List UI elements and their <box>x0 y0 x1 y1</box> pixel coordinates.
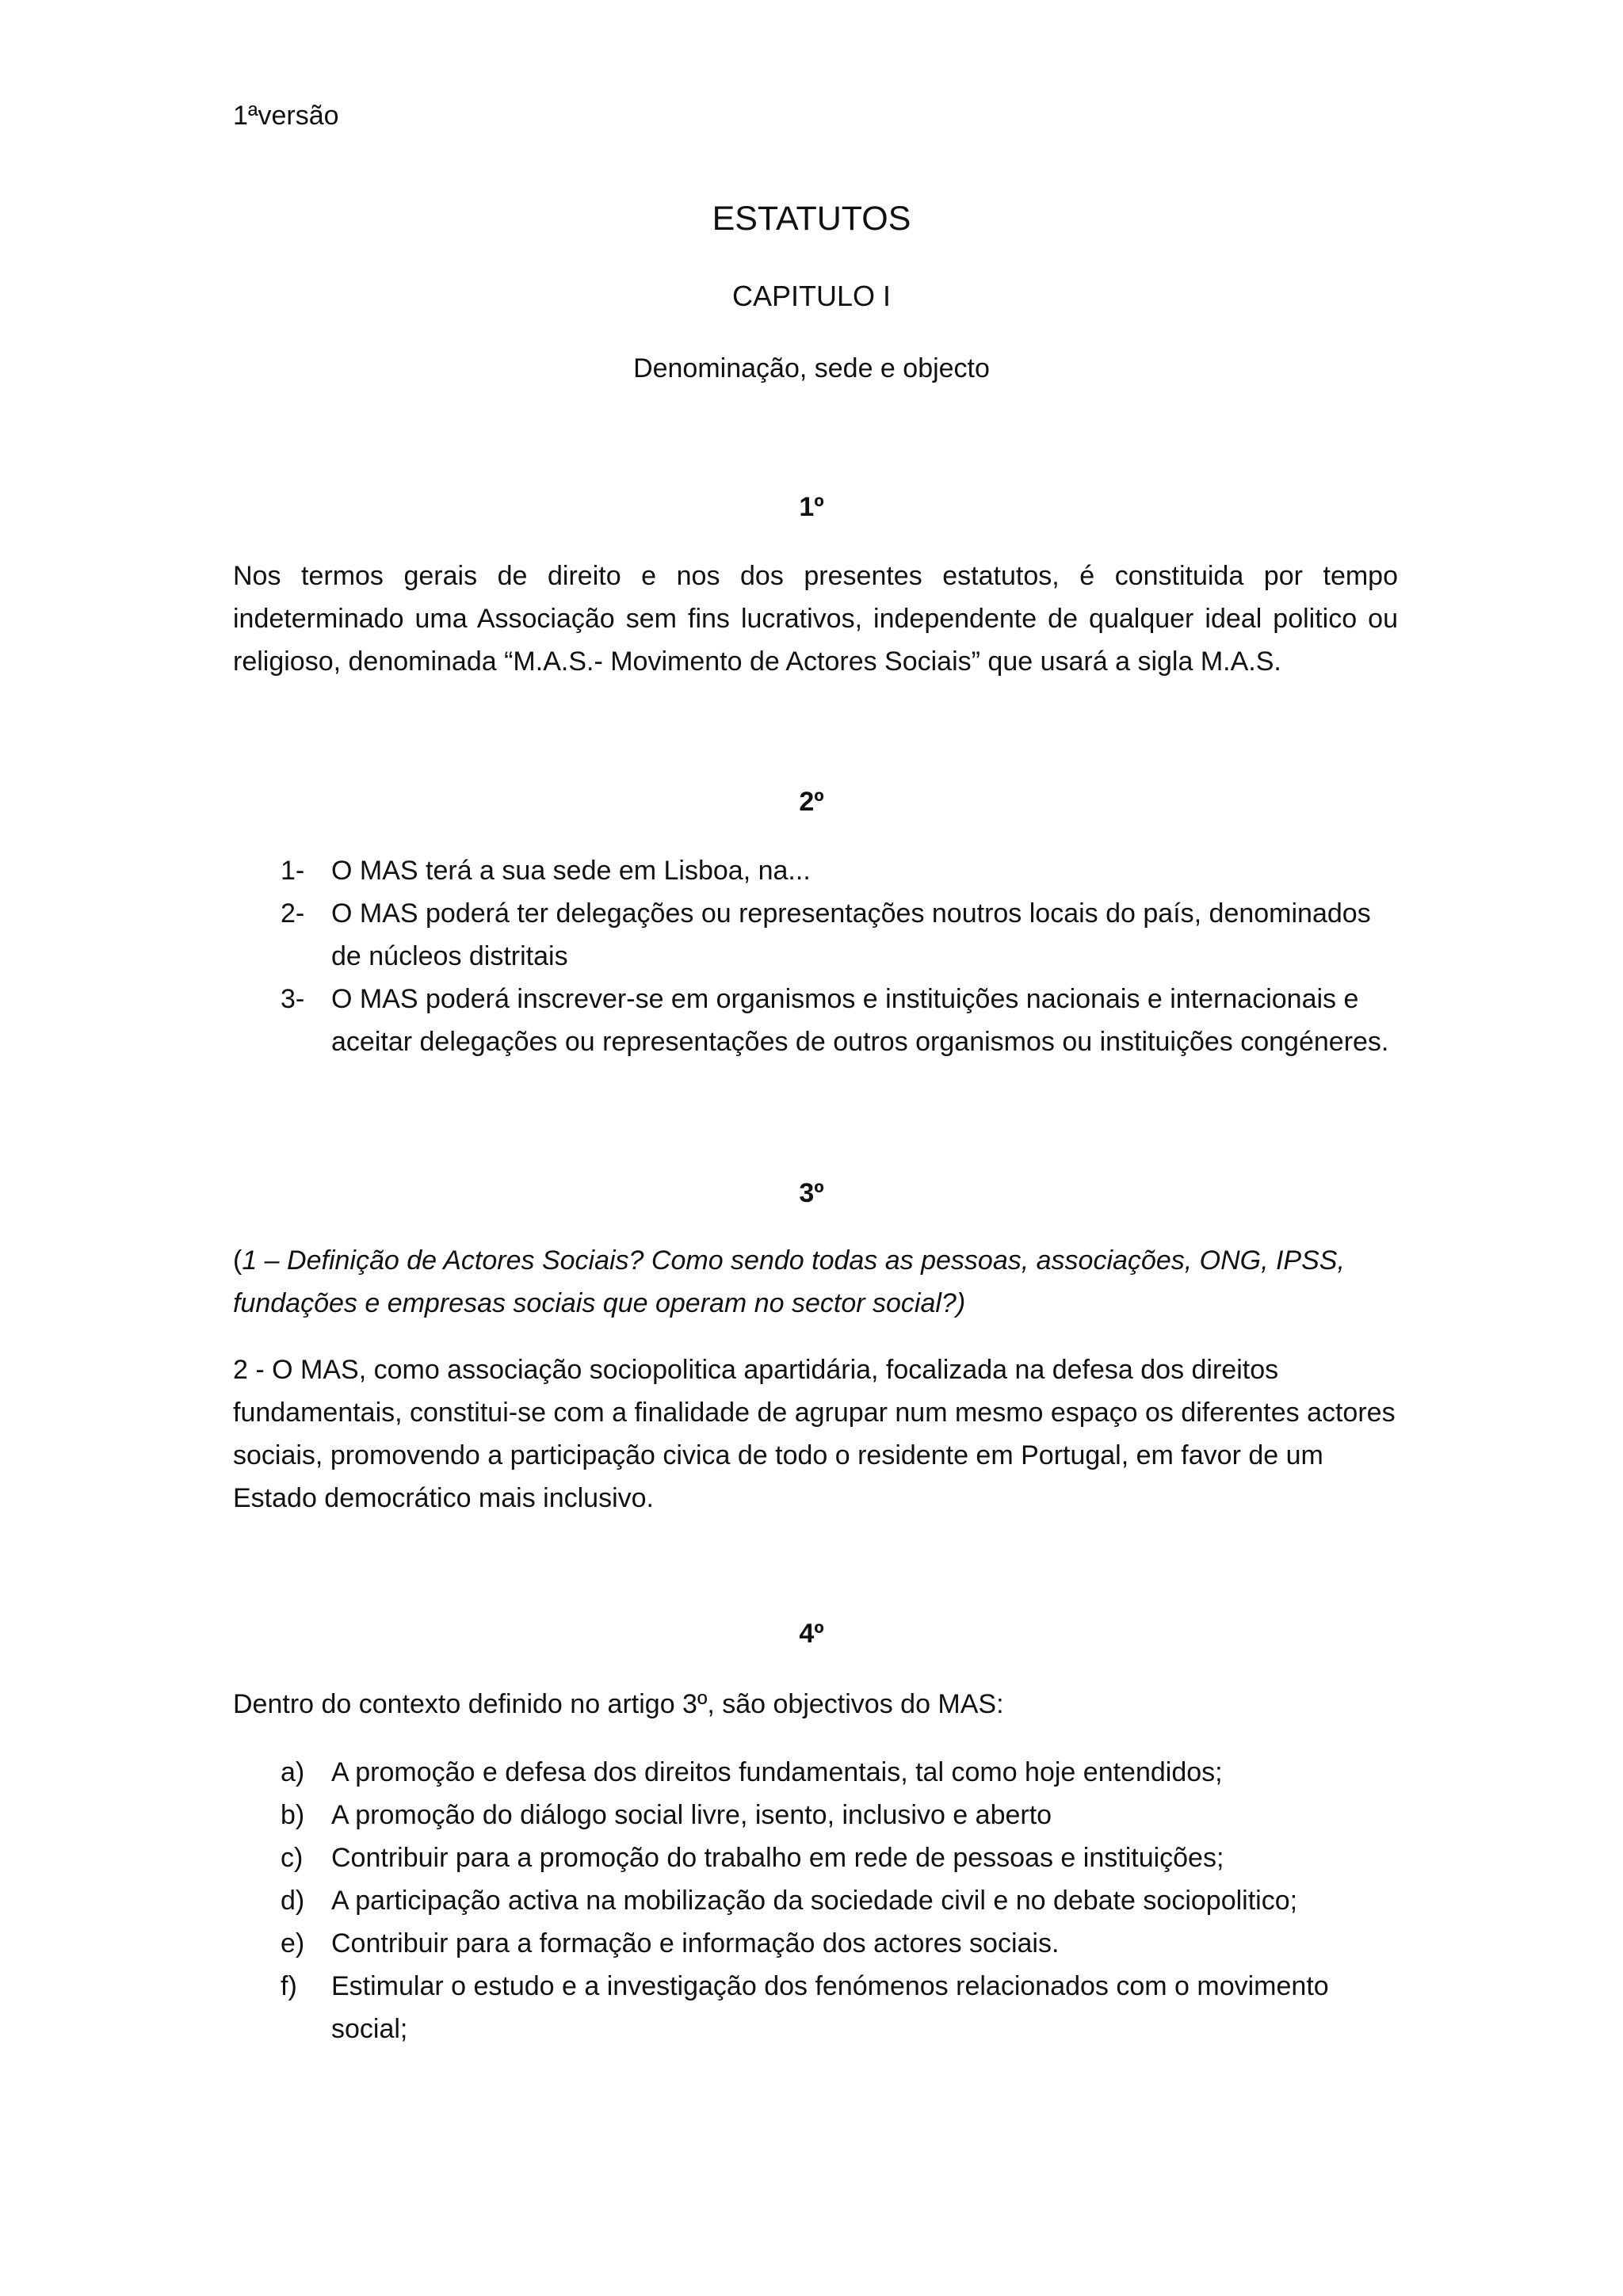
list-item-text: O MAS poderá ter delegações ou representações noutros locais do país, denominados de núcleos distritais <box>331 898 1371 971</box>
list-item <box>281 1922 1406 1965</box>
list-item-text: O MAS terá a sua sede em Lisboa, na... <box>331 856 811 886</box>
article-4-number: 4º <box>799 1619 824 1649</box>
chapter-heading: CAPITULO I <box>731 280 892 312</box>
list-item-text: A promoção e defesa dos direitos fundamentais, tal como hoje entendidos; <box>331 1757 1223 1787</box>
list-item <box>281 1879 1406 1922</box>
list-marker: c) <box>281 1843 304 1873</box>
article-3-italic-note: 1 – Definição de Actores Sociais? Como sendo todas as pessoas, associações, ONG, IPSS, fundações e empresas sociais que operam no sector social?) <box>233 1245 1345 1318</box>
list-marker: 2- <box>281 898 305 929</box>
article-4-intro: Dentro do contexto definido no artigo 3º, são objectivos do MAS: <box>233 1689 1004 1719</box>
list-marker: f) <box>281 1971 297 2001</box>
list-item <box>281 892 1406 978</box>
article-4-list <box>281 1751 1406 2050</box>
article-1-text: Nos termos gerais de direito e nos dos presentes estatutos, é constituida por tempo indeterminado uma Associação sem fins lucrativos, independente de qualquer ideal politico ou religioso, denominada “M.A.S.- Movimento de Actores Sociais” que usará a sigla M.A.S. <box>233 561 1398 677</box>
list-item <box>281 1751 1406 1794</box>
list-item-text: O MAS poderá inscrever-se em organismos e instituições nacionais e internacionais e aceitar delegações ou representações de outros organismos ou instituições congéneres. <box>331 984 1389 1057</box>
list-item <box>281 1965 1406 2050</box>
list-item <box>281 849 1406 892</box>
list-item <box>281 1794 1406 1836</box>
list-marker: 3- <box>281 984 305 1014</box>
chapter-subtitle: Denominação, sede e objecto <box>633 353 990 383</box>
list-item-text: Estimular o estudo e a investigação dos fenómenos relacionados com o movimento social; <box>331 1971 1329 2044</box>
list-marker: b) <box>281 1800 305 1830</box>
list-item <box>281 1836 1406 1879</box>
article-3-text: 2 - O MAS, como associação sociopolitica apartidária, focalizada na defesa dos direitos fundamentais, constitui-se com a finalidade de agrupar num mesmo espaço os diferentes actores sociais, promovendo a participação civica de todo o residente em Portugal, em favor de um Estado democrático mais inclusivo. <box>233 1355 1396 1513</box>
version-label: 1ªversão <box>233 101 339 131</box>
open-paren: ( <box>233 1245 242 1276</box>
article-3-note <box>233 1239 1398 1325</box>
article-1-number: 1º <box>799 492 824 522</box>
list-marker: e) <box>281 1928 305 1958</box>
list-item-text: A participação activa na mobilização da sociedade civil e no debate sociopolitico; <box>331 1886 1298 1916</box>
list-item-text: Contribuir para a promoção do trabalho em rede de pessoas e instituições; <box>331 1843 1224 1873</box>
list-item-text: Contribuir para a formação e informação dos actores sociais. <box>331 1928 1060 1958</box>
document-title: ESTATUTOS <box>712 200 911 238</box>
article-2-number: 2º <box>799 787 824 817</box>
article-2-list <box>281 849 1406 1063</box>
article-3-number: 3º <box>799 1178 824 1208</box>
list-item-text: A promoção do diálogo social livre, isento, inclusivo e aberto <box>331 1800 1052 1830</box>
list-marker: 1- <box>281 856 305 886</box>
list-item <box>281 978 1406 1063</box>
list-marker: a) <box>281 1757 305 1787</box>
list-marker: d) <box>281 1886 305 1916</box>
